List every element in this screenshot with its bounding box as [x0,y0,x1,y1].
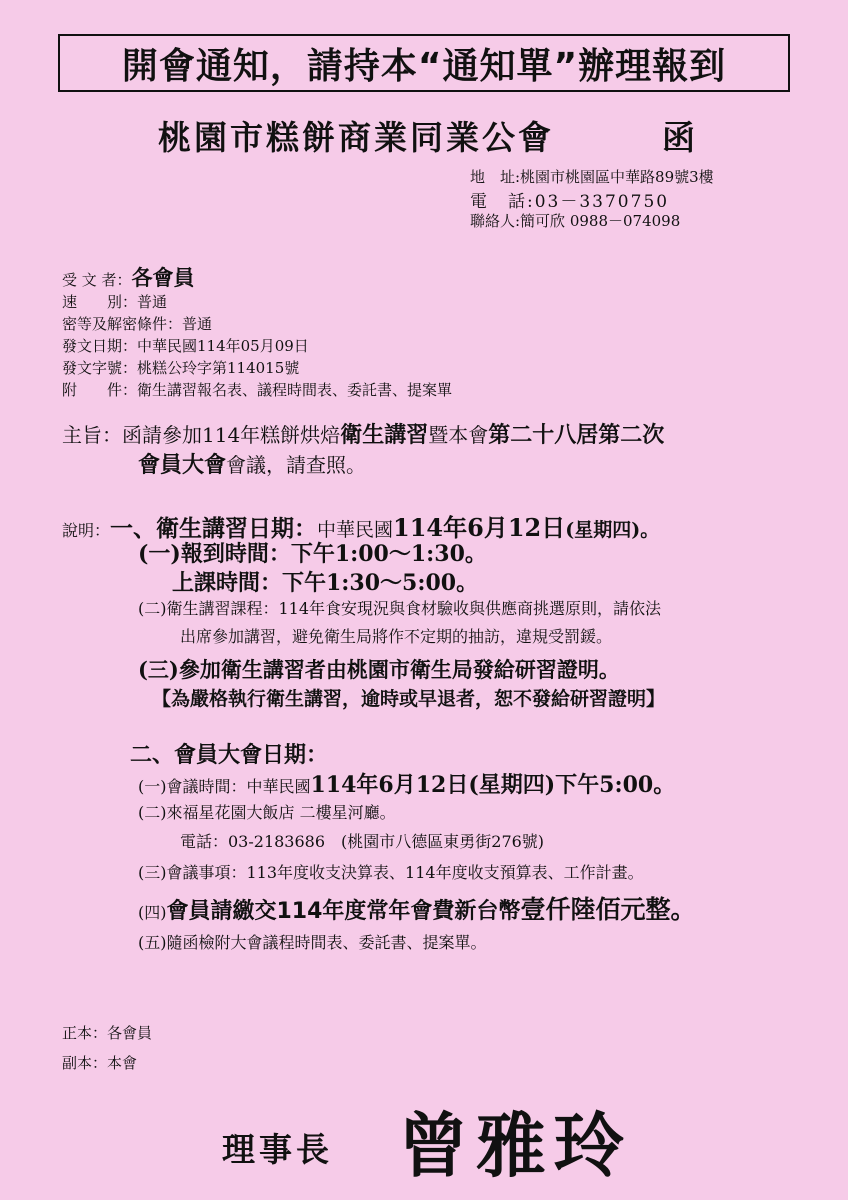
subject-text: 主旨：函請參加114年糕餅烘焙 [62,423,341,447]
recipient-row [62,262,195,292]
section1-date: 114年6月12日 [393,513,566,542]
venue-phone-row: 電話：03-2183686 (桃園市八德區東勇街276號) [180,832,545,851]
subject-meeting: 會員大會 [138,452,227,478]
meeting-time-label: (一)會議時間：中華民國 [138,777,311,796]
speed-row: 速 別：普通 [62,293,168,311]
meeting-time-row [138,768,675,799]
checkin-time: (一)報到時間：下午1:00～1:30。 [138,541,487,567]
contact-address: 地 址:桃園市桃園區中華路89號3樓 [470,168,714,186]
meeting-time-value: 114年6月12日(星期四)下午5:00。 [310,772,676,798]
date-row: 發文日期：中華民國114年05月09日 [62,337,309,355]
class-time: 上課時間：下午1:30～5:00。 [172,570,479,596]
fee-row [138,890,695,926]
attachment-row: 附 件：衛生講習報名表、議程時間表、委託書、提案單 [62,381,453,399]
enclosure-row: (五)隨函檢附大會議程時間表、委託書、提案單。 [138,933,487,952]
recipient: 各會員 [131,265,195,290]
subject-text-2: 暨本會 [428,423,489,447]
secrecy-row: 密等及解密條件：普通 [62,315,213,333]
section1-heading: 一、衛生講習日期： [110,515,318,542]
chairman-title: 理事長 [222,1130,333,1169]
original-recipient: 正本：各會員 [62,1024,153,1042]
strict-note: 【為嚴格執行衛生講習，逾時或早退者，恕不發給研習證明】 [152,688,666,710]
subject-line-1 [62,418,664,449]
contact-phone: 電 話:03－3370750 [470,192,670,212]
course-line-2: 出席參加講習，避免衛生局將作不定期的抽訪，違規受罰鍰。 [180,627,613,646]
section2-heading: 二、會員大會日期： [130,742,329,768]
chairman-name: 曾雅玲 [398,1104,632,1187]
contact-person: 聯絡人:簡可欣 0988－074098 [470,212,681,230]
letter-type: 函 [662,118,695,157]
subject-line-2 [138,448,366,479]
fee-text: 會員請繳交114年度常年會費新台幣 [166,899,521,924]
explain-label: 說明： [62,521,111,540]
subject-text-3: 會議，請查照。 [226,453,367,477]
number-row: 發文字號：桃糕公玲字第114015號 [62,359,300,377]
section1-date-prefix: 中華民國 [317,519,394,541]
fee-index: (四) [138,903,167,922]
notice-banner: 開會通知，請持本“通知單”辦理報到 [58,34,790,92]
recipient-label: 受 文 者： [62,271,132,289]
certificate-line: (三)參加衛生講習者由桃園市衛生局發給研習證明。 [138,657,620,682]
org-title: 桃園市糕餅商業同業公會 [158,118,554,157]
subject-hygiene: 衛生講習 [340,422,429,448]
copy-recipient: 副本：本會 [62,1054,138,1072]
course-line-1: (二)衛生講習課程：114年食安現況與食材驗收與供應商挑選原則，請依法 [138,599,662,618]
venue-row: (二)來福星花園大飯店 二樓星河廳。 [138,803,396,822]
fee-amount: 壹仟陸佰元整。 [520,895,696,924]
subject-session: 第二十八居第二次 [488,422,665,448]
agenda-row: (三)會議事項：113年度收支決算表、114年度收支預算表、工作計畫。 [138,863,644,882]
section1-weekday: (星期四)。 [565,519,660,541]
